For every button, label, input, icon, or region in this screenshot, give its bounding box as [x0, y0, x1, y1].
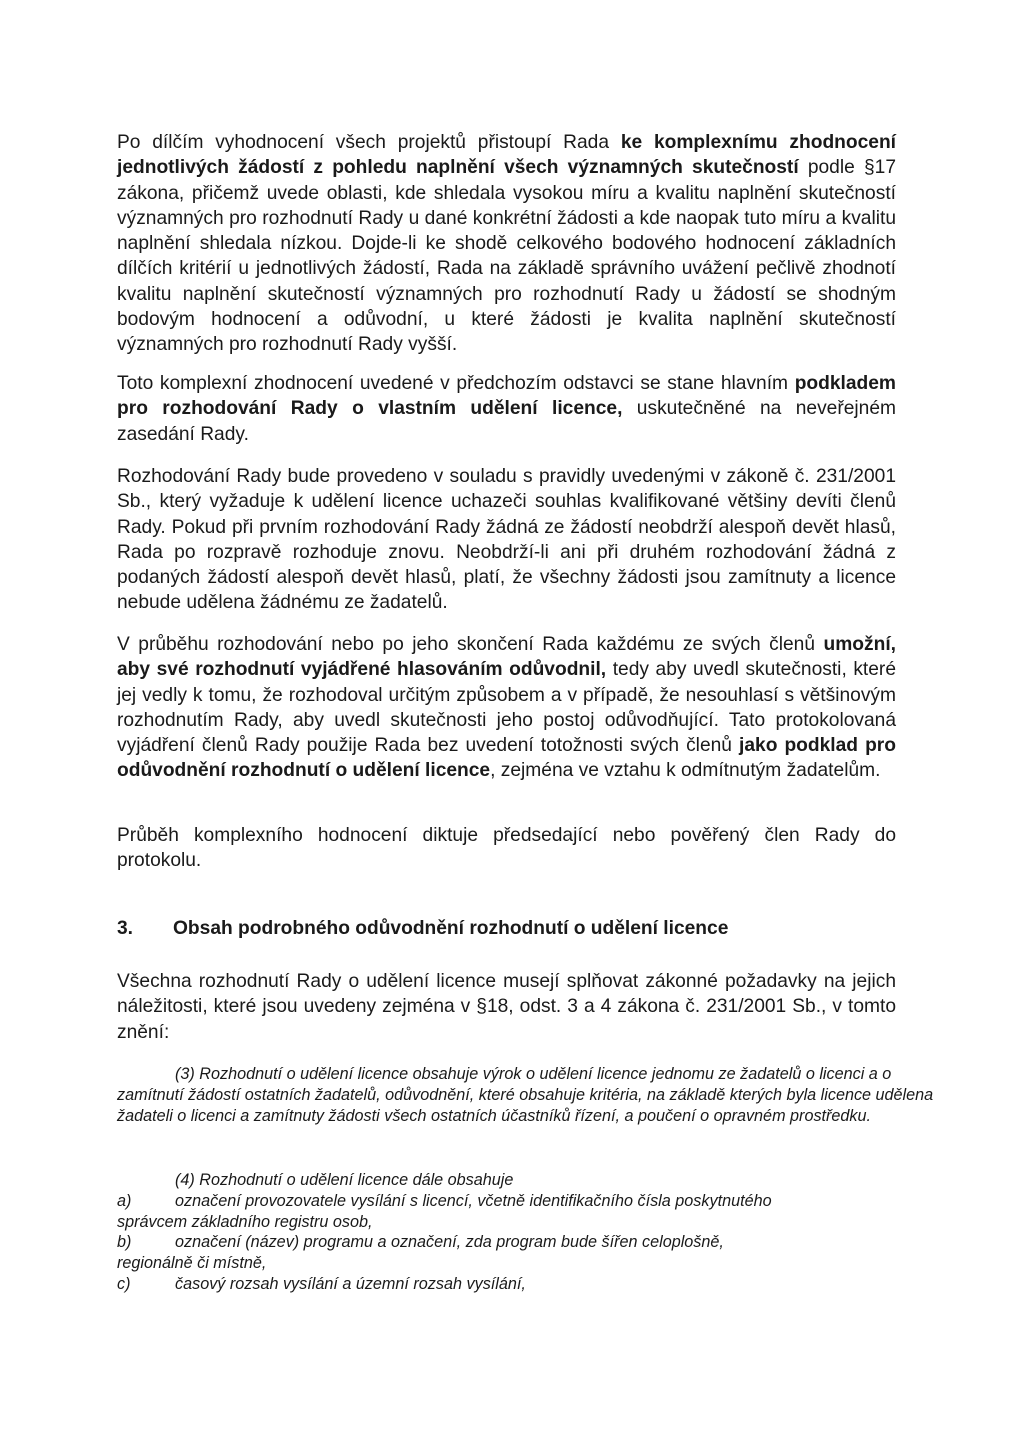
list-item-text: označení (název) programu a označení, zda program bude šířen celoplošně,	[175, 1233, 724, 1252]
list-item-continuation: regionálně či místně,	[117, 1254, 267, 1273]
quote-intro	[117, 1170, 896, 1191]
paragraph-member-justification	[117, 632, 896, 784]
bold-text: umožní, aby své rozhodnutí vyjádřené hlasováním odůvodnil,	[117, 634, 896, 681]
quote-text: (3) Rozhodnutí o udělení licence obsahuje výrok o udělení licence jednomu ze žadatelů o licenci a o zamítnutí žádostí ostatních žadatelů, odůvodnění, které obsahuje kritéria, na základě kterých byla licence udělena žadateli o licenci a zamítnuty žádosti všech ostatních účastníků řízení, a poučení o opravném prostředku.	[117, 1065, 934, 1125]
text-span: podle §17 zákona, přičemž uvede oblasti, kde shledala vysokou míru a kvalitu naplnění skutečností významných pro rozhodnutí Rady u dané konkrétní žádosti a kde naopak tuto míru a kvalitu naplnění shledala nízkou. Dojde-li ke shodě celkového bodového hodnocení základních dílčích kritérií u jednotlivých žádostí, Rada na základě správního uvážení pečlivě zhodnotí kvalitu naplnění skutečností významných pro rozhodnutí Rady u žádostí se shodným bodovým hodnocení a odůvodní, u které žádosti je kvalita naplnění skutečností významných pro rozhodnutí Rady vyšší.	[117, 157, 896, 356]
text-span: tedy aby uvedl skutečnosti, které jej vedly k tomu, že rozhodoval určitým způsobem a v případě, že nesouhlasí s většinovým rozhodnutím Rady, aby uvedl skutečnosti jeho postoj odůvodňující. Tato protokolovaná vyjádření členů Rady použije Rada bez uvedení totožnosti svých členů	[117, 659, 896, 757]
paragraph-protocol: Průběh komplexního hodnocení diktuje předsedající nebo pověřený člen Rady do protokolu.	[117, 825, 896, 872]
quote-intro-text: (4) Rozhodnutí o udělení licence dále obsahuje	[175, 1171, 514, 1189]
text-span: uskutečněné na neveřejném zasedání Rady.	[117, 398, 897, 445]
list-item	[117, 1191, 896, 1212]
paragraph-voting-rules: Rozhodování Rady bude provedeno v souladu s pravidly uvedenými v zákoně č. 231/2001 Sb., který vyžaduje k udělení licence uchazeči souhlas kvalifikované většiny devíti členů Rady. Pokud při prvním rozhodování Rady žádná ze žádostí neobdrží alespoň devět hlasů, Rada po rozpravě rozhoduje znovu. Neobdrží-li ani při druhém rozhodování žádná z podaných žádostí alespoň devět hlasů, platí, že všechny žádosti jsou zamítnuty a licence nebude udělena žádnému ze žadatelů.	[117, 466, 896, 614]
section-title: Obsah podrobného odůvodnění rozhodnutí o udělení licence	[173, 918, 729, 939]
paragraph-decision-basis	[117, 371, 896, 447]
bold-text: podkladem pro rozhodování Rady o vlastním udělení licence,	[117, 373, 896, 420]
list-marker: a)	[117, 1191, 132, 1210]
bold-text: jako podklad pro odůvodnění rozhodnutí o udělení licence	[117, 735, 896, 782]
text-span: Po dílčím vyhodnocení všech projektů přistoupí Rada	[117, 132, 621, 153]
quote-paragraph-3	[117, 1064, 954, 1126]
text-span: Toto komplexní zhodnocení uvedené v předchozím odstavci se stane hlavním	[117, 373, 795, 394]
paragraph-legal-requirements: Všechna rozhodnutí Rady o udělení licence musejí splňovat zákonné požadavky na jejich náležitosti, které jsou uvedeny zejména v §18, odst. 3 a 4 zákona č. 231/2001 Sb., v tomto znění:	[117, 971, 896, 1043]
list-item	[117, 1274, 896, 1295]
section-number: 3.	[117, 918, 134, 939]
bold-text: ke komplexnímu zhodnocení jednotlivých žádostí z pohledu naplnění všech významných skutečností	[117, 132, 896, 179]
list-item-text: časový rozsah vysílání a územní rozsah vysílání,	[175, 1274, 526, 1293]
list-item-continuation: správcem základního registru osob,	[117, 1212, 373, 1231]
list-marker: b)	[117, 1233, 132, 1252]
quote-paragraph-4	[117, 1170, 896, 1295]
list-marker: c)	[117, 1274, 131, 1293]
text-span: , zejména ve vztahu k odmítnutým žadatelům.	[490, 760, 881, 782]
paragraph-complex-evaluation	[117, 130, 896, 358]
text-span: V průběhu rozhodování nebo po jeho skončení Rada každému ze svých členů	[117, 634, 824, 655]
section-heading	[117, 916, 896, 941]
list-item-text: označení provozovatele vysílání s licencí, včetně identifikačního čísla poskytnutého	[175, 1191, 772, 1210]
list-item	[117, 1232, 896, 1253]
